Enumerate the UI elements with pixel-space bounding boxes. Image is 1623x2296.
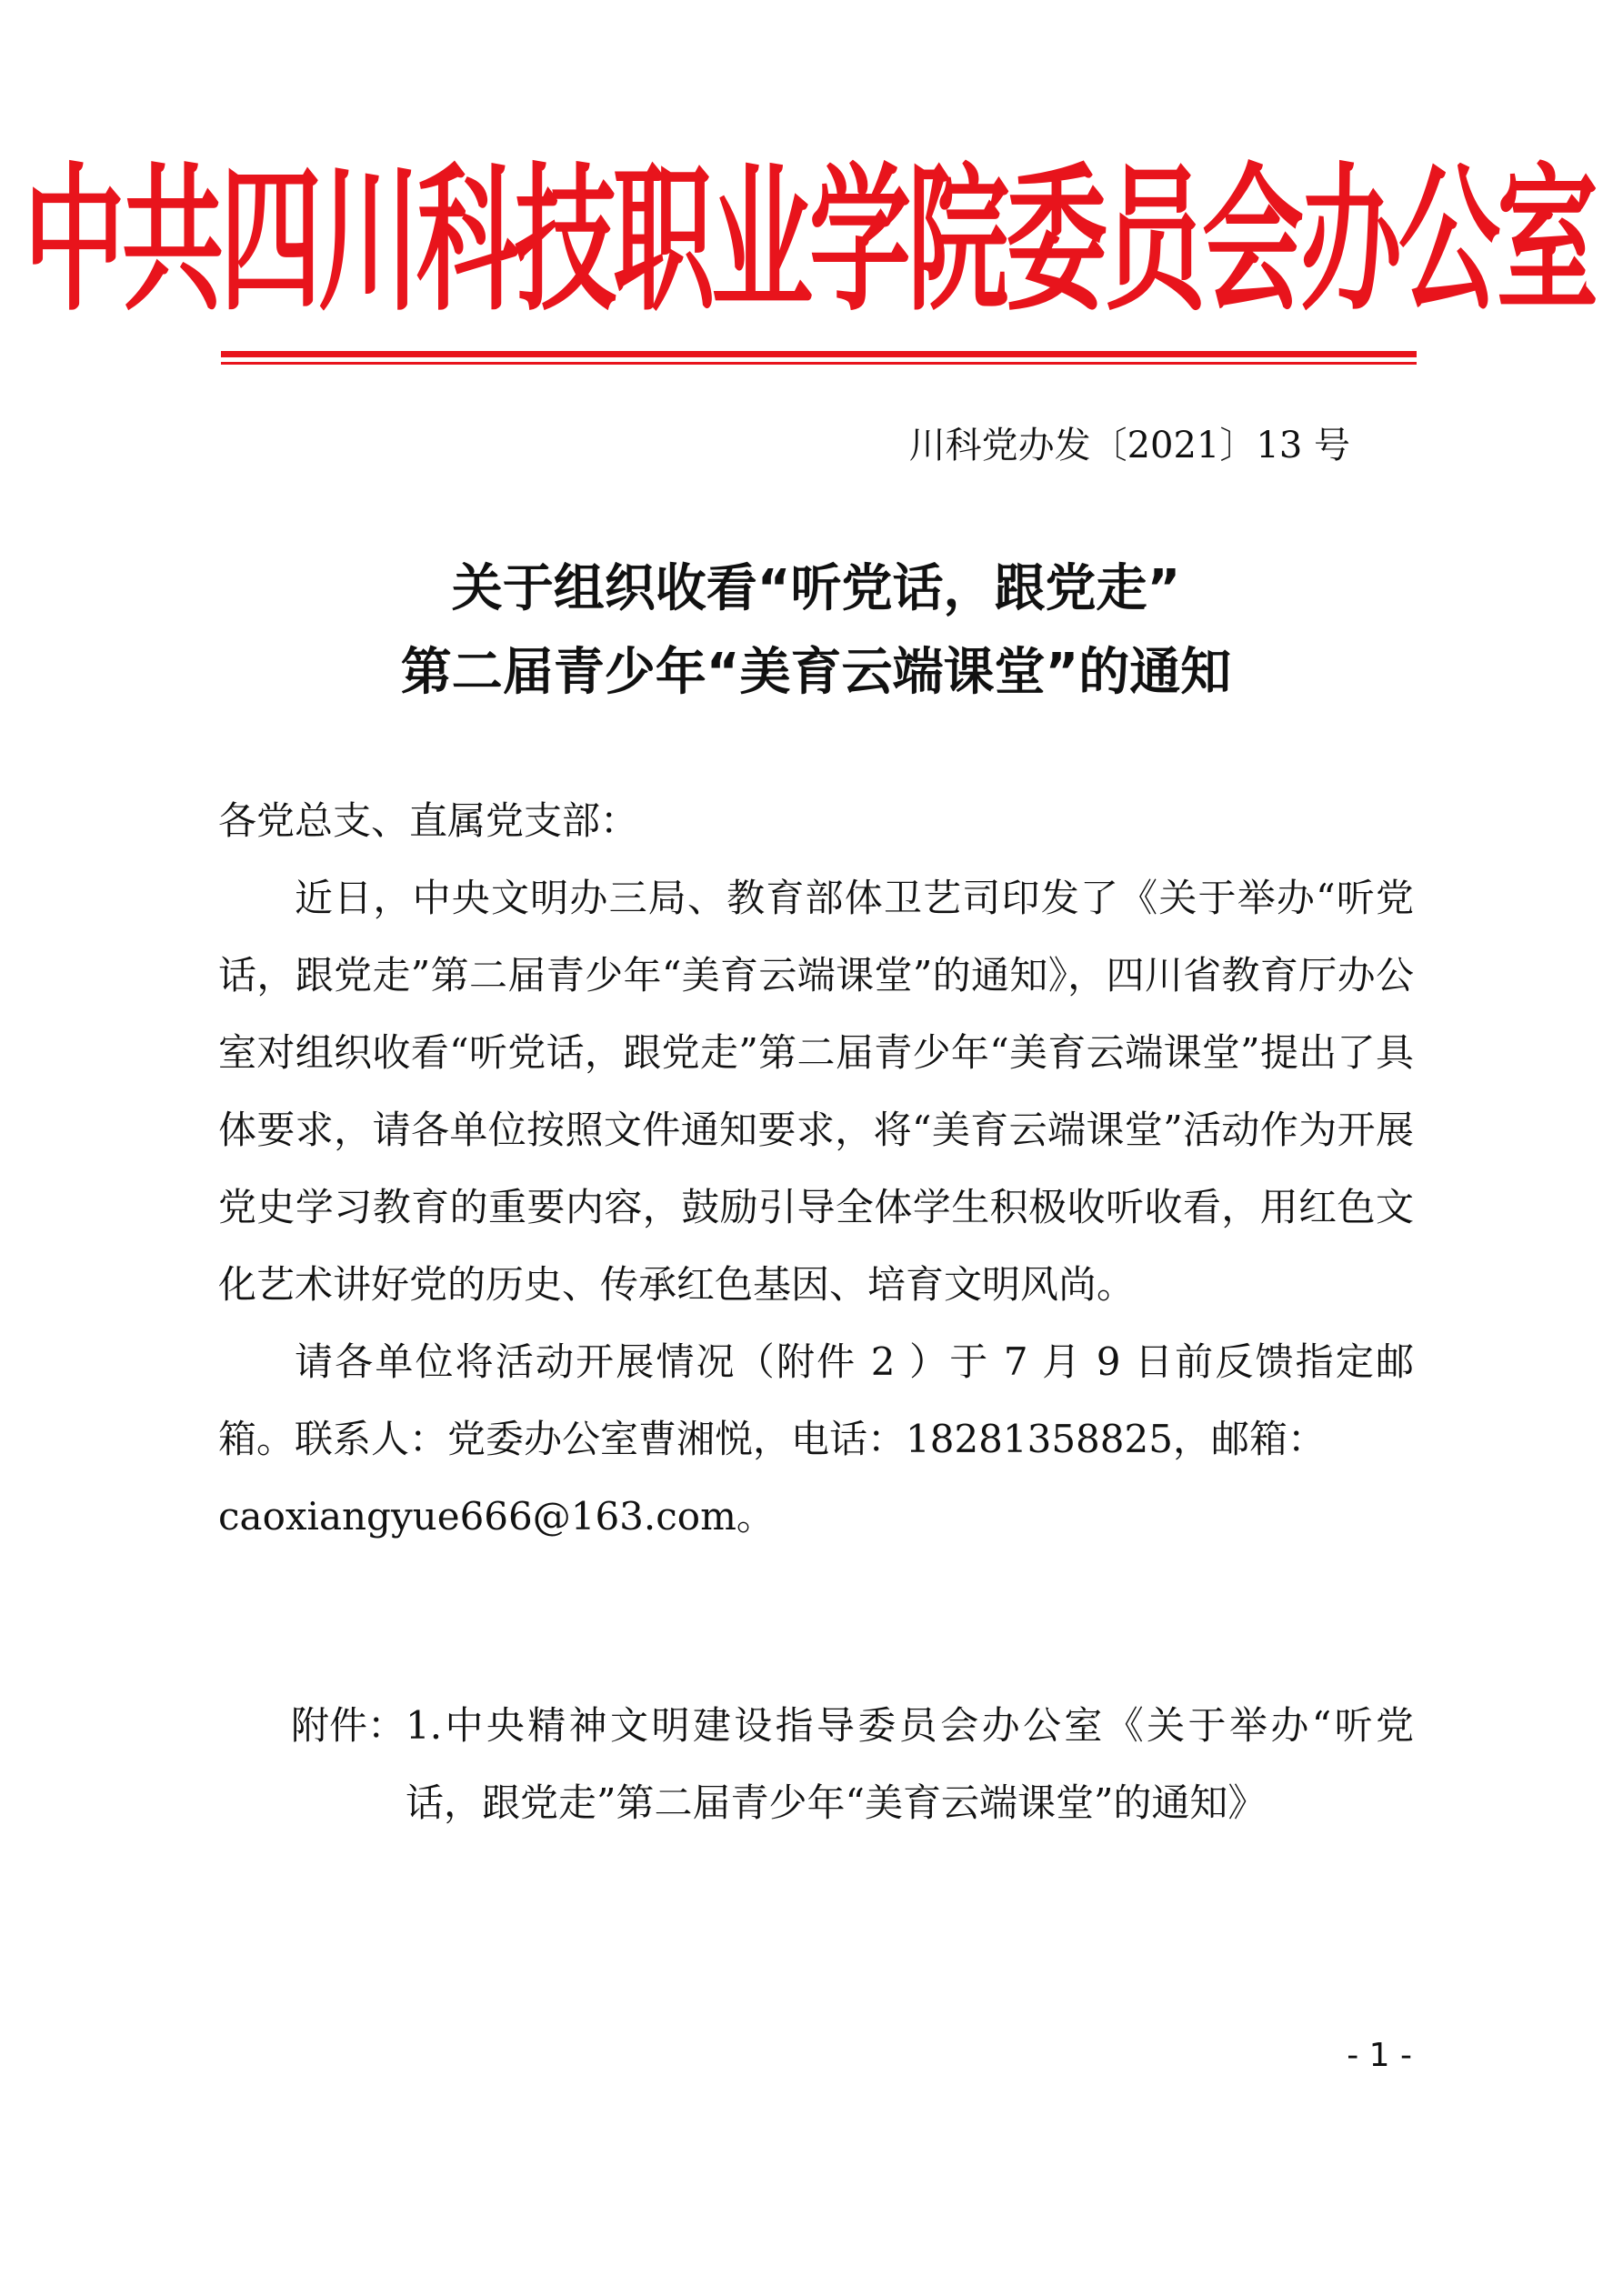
document-number: 川科党办发〔2021〕13 号 (908, 425, 1350, 466)
document-title-line-2: 第二届青少年“美育云端课堂”的通知 (400, 643, 1232, 702)
document-body (218, 782, 1414, 1555)
body-paragraph-2: 请各单位将活动开展情况（附件 2 ）于 7 月 9 日前反馈指定邮箱。联系人：党委办公室曹湘悦，电话：18281358825，邮箱： (218, 1339, 1414, 1461)
body-paragraph-1: 近日，中央文明办三局、教育部体卫艺司印发了《关于举办“听党话，跟党走”第二届青少年“美育云端课堂”的通知》，四川省教育厅办公室对组织收看“听党话，跟党走”第二届青少年“美育云端课堂”提出了具体要求，请各单位按照文件通知要求，将“美育云端课堂”活动作为开展党史学习教育的重要内容，鼓励引导全体学生积极收听收看，用红色文化艺术讲好党的历史、传承红色基因、培育文明风尚。 (218, 876, 1414, 1307)
attachment-list (291, 1687, 1414, 1841)
page-number: - 1 - (1347, 2037, 1412, 2074)
org-header-title: 中共四川科技职业学院委员会办公室 (24, 148, 1595, 333)
contact-email: caoxiangyue666@163.com。 (218, 1494, 775, 1539)
salutation: 各党总支、直属党支部： (218, 798, 639, 843)
document-title (218, 547, 1414, 715)
attachment-item-1: 1.中央精神文明建设指导委员会办公室《关于举办“听党话，跟党走”第二届青少年“美育云端课堂”的通知》 (406, 1703, 1414, 1825)
header-red-rule-thick (221, 351, 1417, 357)
document-title-line-1: 关于组织收看“听党话，跟党走” (451, 559, 1181, 618)
header-red-rule-thin (221, 362, 1417, 365)
attachment-label: 附件： (291, 1703, 406, 1748)
